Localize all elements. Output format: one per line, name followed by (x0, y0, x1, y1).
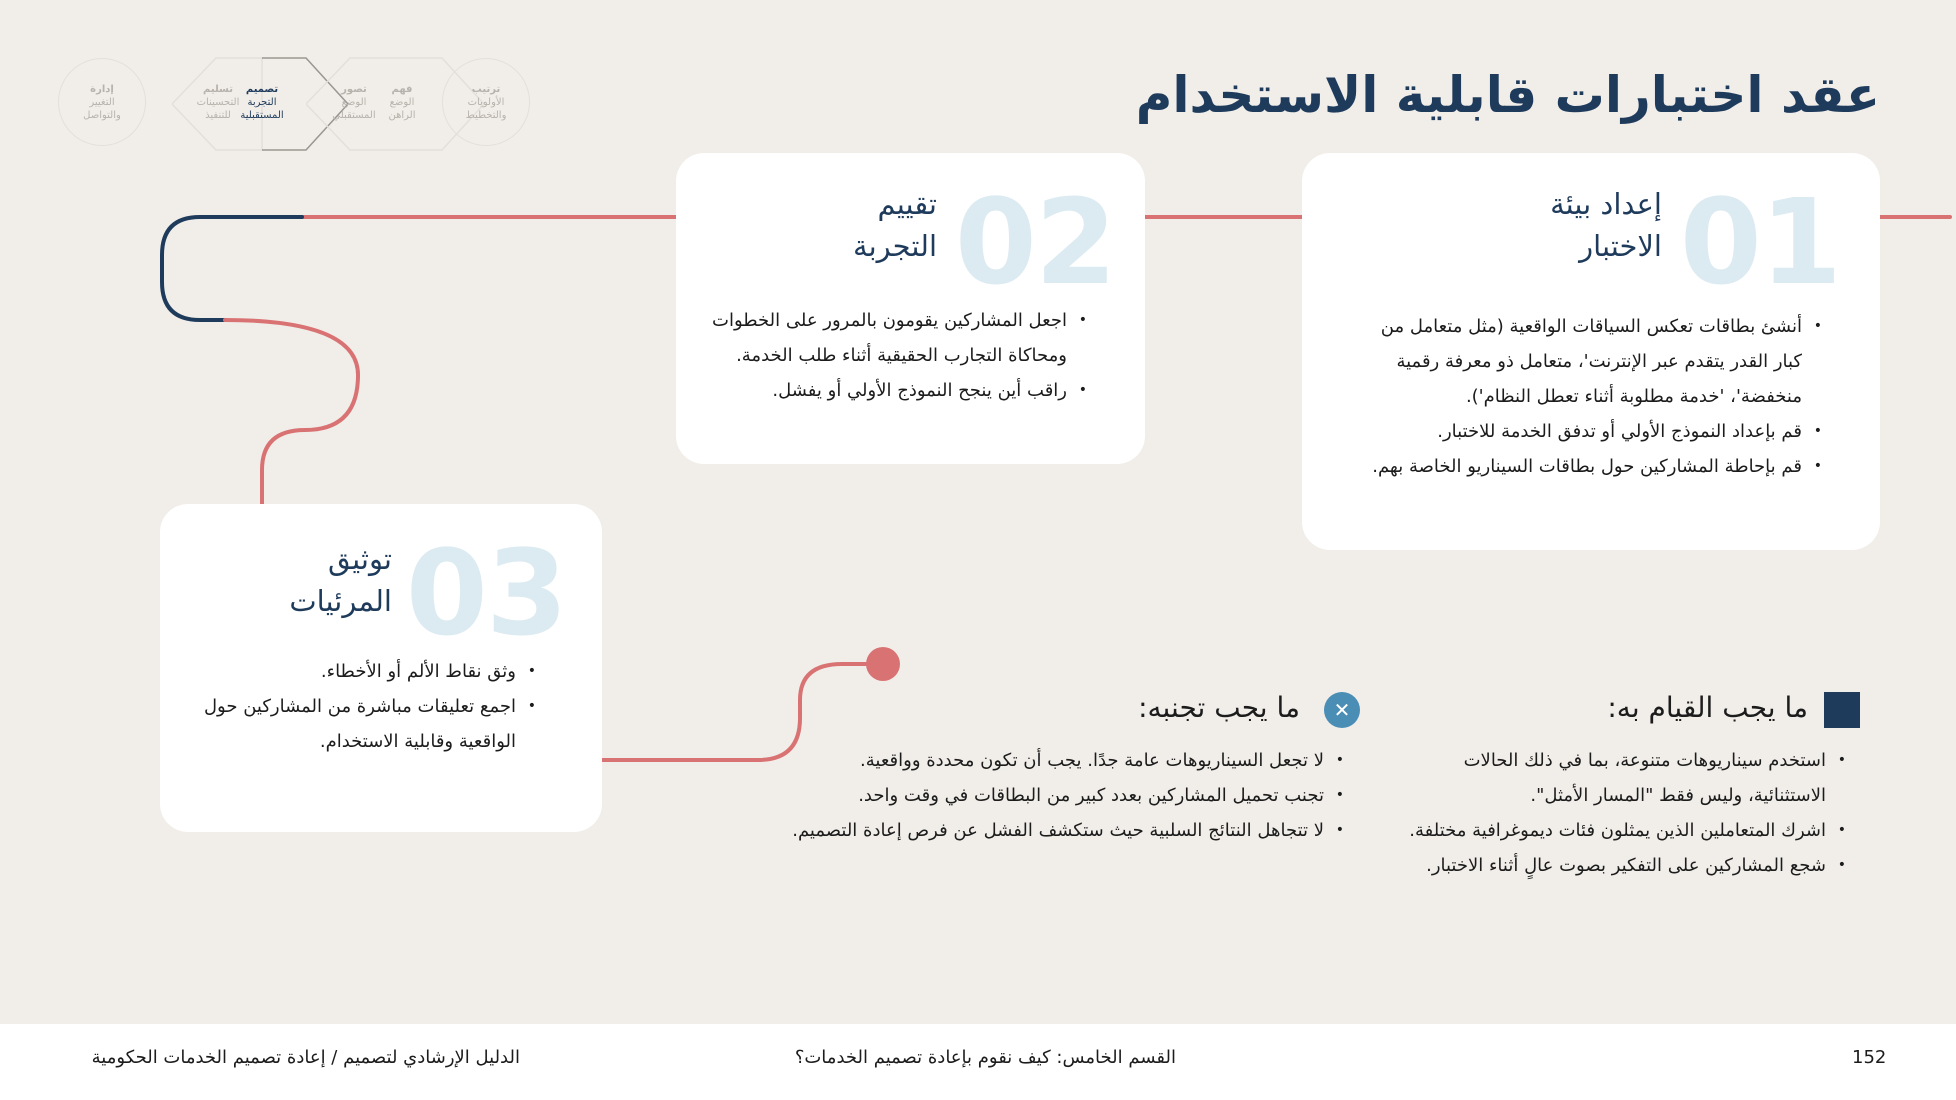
step-card-02 (676, 153, 1145, 464)
list-item: • تجنب تحميل المشاركين بعدد كبير من البطاقات في وقت واحد. (764, 778, 1324, 813)
do-square-icon (1824, 692, 1860, 728)
footer-section-title: القسم الخامس: كيف نقوم بإعادة تصميم الخدمات؟ (794, 1047, 1176, 1068)
step-title-line: توثيق (327, 542, 392, 576)
step-number: 02 (954, 173, 1115, 311)
list-item: • راقب أين ينجح النموذج الأولي أو يفشل. (687, 373, 1067, 408)
nav-step-2[interactable] (358, 58, 446, 146)
nav-step-label: المستقبلية (240, 109, 284, 121)
nav-step-label: التجربة (247, 96, 277, 108)
do-list (1396, 743, 1844, 883)
nav-step-label: الوضع (389, 96, 415, 108)
nav-step-label: للتنفيذ (205, 109, 231, 121)
list-item: • اجمع تعليقات مباشرة من المشاركين حول الواقعية وقابلية الاستخدام. (186, 689, 516, 759)
dont-heading: ما يجب تجنبه: (1138, 691, 1300, 724)
close-icon (1324, 692, 1360, 728)
list-item: • لا تجعل السيناريوهات عامة جدًا. يجب أن تكون محددة وواقعية. (764, 743, 1324, 778)
step-title-line: الاختبار (1579, 229, 1662, 263)
step-title-line: تقييم (877, 187, 937, 221)
do-section (1400, 686, 1860, 886)
step-number: 03 (405, 524, 566, 662)
nav-step-label: ترتيب (471, 83, 501, 95)
nav-step-label: الراهن (388, 109, 416, 121)
page-number: 152 (1852, 1047, 1887, 1068)
close-glyph: ✕ (1333, 698, 1351, 722)
step-title-line: التجربة (853, 229, 937, 263)
step-title (1422, 183, 1662, 267)
nav-step-6[interactable] (58, 58, 146, 146)
dont-section (790, 686, 1360, 856)
list-item: • استخدم سيناريوهات متنوعة، بما في ذلك الحالات الاستثنائية، وليس فقط "المسار الأمثل". (1396, 743, 1826, 813)
step-bullets (687, 303, 1085, 408)
dont-list (764, 743, 1342, 848)
list-item: • شجع المشاركين على التفكير بصوت عالٍ أثناء الاختبار. (1396, 848, 1826, 883)
step-title-line: إعداد بيئة (1550, 187, 1662, 221)
footer (0, 1024, 1956, 1100)
step-bullets (186, 654, 534, 759)
nav-step-label: والتخطيط (465, 109, 507, 121)
step-title-line: المرئيات (289, 584, 392, 618)
footer-guide-title: الدليل الإرشادي لتصميم / إعادة تصميم الخدمات الحكومية (91, 1047, 520, 1068)
nav-step-4-active[interactable] (218, 58, 306, 146)
list-item: • أنشئ بطاقات تعكس السياقات الواقعية (مثل متعامل من كبار القدر يتقدم عبر الإنترنت'، متعامل ذو معرفة رقمية منخفضة'، 'خدمة مطلوبة أثناء تعطل النظام'). (1350, 309, 1802, 414)
nav-step-1[interactable] (442, 58, 530, 146)
step-card-03 (160, 504, 602, 832)
list-item: • اشرك المتعاملين الذين يمثلون فئات ديموغرافية مختلفة. (1396, 813, 1826, 848)
nav-step-label: إدارة (90, 83, 114, 95)
nav-step-label: تسليم (203, 83, 233, 95)
page-title: عقد اختبارات قابلية الاستخدام (1135, 66, 1880, 124)
nav-step-label: تصور (341, 83, 367, 95)
nav-step-label: الوضع (341, 96, 367, 108)
nav-step-label: التحسينات (196, 96, 240, 108)
list-item: • قم بإحاطة المشاركين حول بطاقات السيناريو الخاصة بهم. (1350, 449, 1802, 484)
step-title (192, 538, 392, 622)
step-number: 01 (1679, 173, 1840, 311)
nav-step-label: الأولويات (467, 96, 505, 108)
nav-step-label: التغيير (89, 96, 115, 108)
list-item: • وثق نقاط الألم أو الأخطاء. (186, 654, 516, 689)
nav-step-label: فهم (391, 83, 413, 95)
nav-step-label: والتواصل (83, 109, 121, 121)
list-item: • لا تتجاهل النتائج السلبية حيث ستكشف الفشل عن فرص إعادة التصميم. (764, 813, 1324, 848)
nav-step-label: تصميم (245, 83, 279, 95)
step-title (737, 183, 937, 267)
step-bullets (1350, 309, 1820, 484)
step-card-01 (1302, 153, 1880, 550)
list-item: • اجعل المشاركين يقومون بالمرور على الخطوات ومحاكاة التجارب الحقيقية أثناء طلب الخدمة. (687, 303, 1067, 373)
list-item: • قم بإعداد النموذج الأولي أو تدفق الخدمة للاختبار. (1350, 414, 1802, 449)
do-heading: ما يجب القيام به: (1607, 691, 1808, 724)
process-nav (56, 56, 536, 152)
nav-step-label: المستقبلي (332, 109, 376, 121)
